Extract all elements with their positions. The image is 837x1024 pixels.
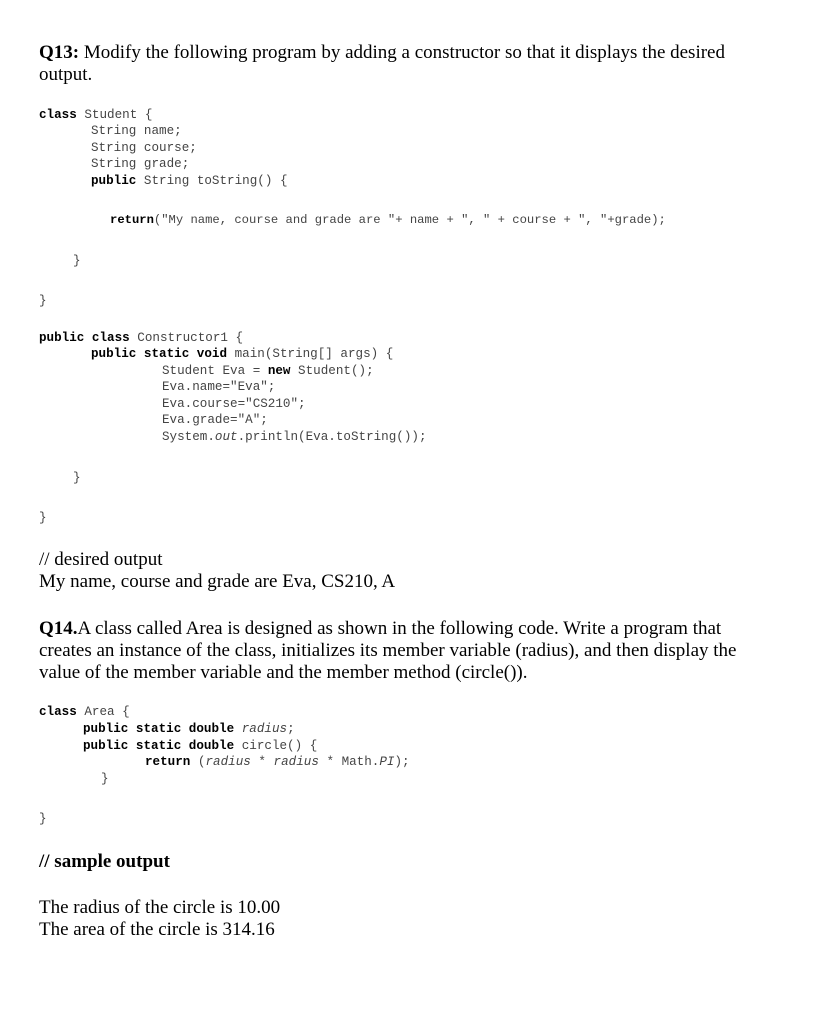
code-assign-grade: Eva.grade="A"; [162,413,268,427]
q13-text-line2: output. [39,64,93,85]
code-field-grade: String grade; [91,157,190,171]
code-class-close-2: } [39,511,47,525]
code-assign-name: Eva.name="Eva"; [162,380,276,394]
sample-output-line1: The radius of the circle is 10.00 [39,897,281,918]
sample-output-line2: The area of the circle is 314.16 [39,919,275,940]
q14-question-line2: creates an instance of the class, initializes its member variable (radius), and then display the [39,640,737,661]
code-class-close: } [39,294,47,308]
sample-output-comment: // sample output [39,851,170,872]
q13-text: Modify the following program by adding a constructor so that it displays the desired [79,42,725,63]
desired-output-comment: // desired output [39,549,163,570]
q14-question-line3: value of the member variable and the member method (circle()). [39,662,528,683]
code-tostring-sig: public String toString() { [91,174,288,188]
code-field-course: String course; [91,141,197,155]
code-return-statement: return("My name, course and grade are "+ name + ", " + course + ", "+grade); [110,213,666,227]
code-class-constructor1-decl: public class Constructor1 { [39,331,244,345]
q14-question-line1: Q14.A class called Area is designed as shown in the following code. Write a program that [39,618,722,639]
desired-output-text: My name, course and grade are Eva, CS210, A [39,571,396,592]
code-circle-close: } [101,772,109,786]
code-println: System.out.println(Eva.toString()); [162,430,427,444]
q13-question [39,42,725,64]
code-new-student: Student Eva = new Student(); [162,364,374,378]
code-class-area-decl: class Area { [39,705,130,719]
code-method-close: } [73,254,81,268]
code-class-student-decl: class Student { [39,108,153,122]
code-field-name: String name; [91,124,182,138]
q13-label: Q13: [39,42,80,63]
code-main-sig: public static void main(String[] args) { [91,347,394,361]
code-main-close: } [73,471,81,485]
code-radius-field: public static double radius; [83,722,295,736]
code-circle-return: return (radius * radius * Math.PI); [145,755,410,769]
code-area-close: } [39,812,47,826]
code-assign-course: Eva.course="CS210"; [162,397,306,411]
code-circle-sig: public static double circle() { [83,739,318,753]
q14-label: Q14. [39,618,78,639]
